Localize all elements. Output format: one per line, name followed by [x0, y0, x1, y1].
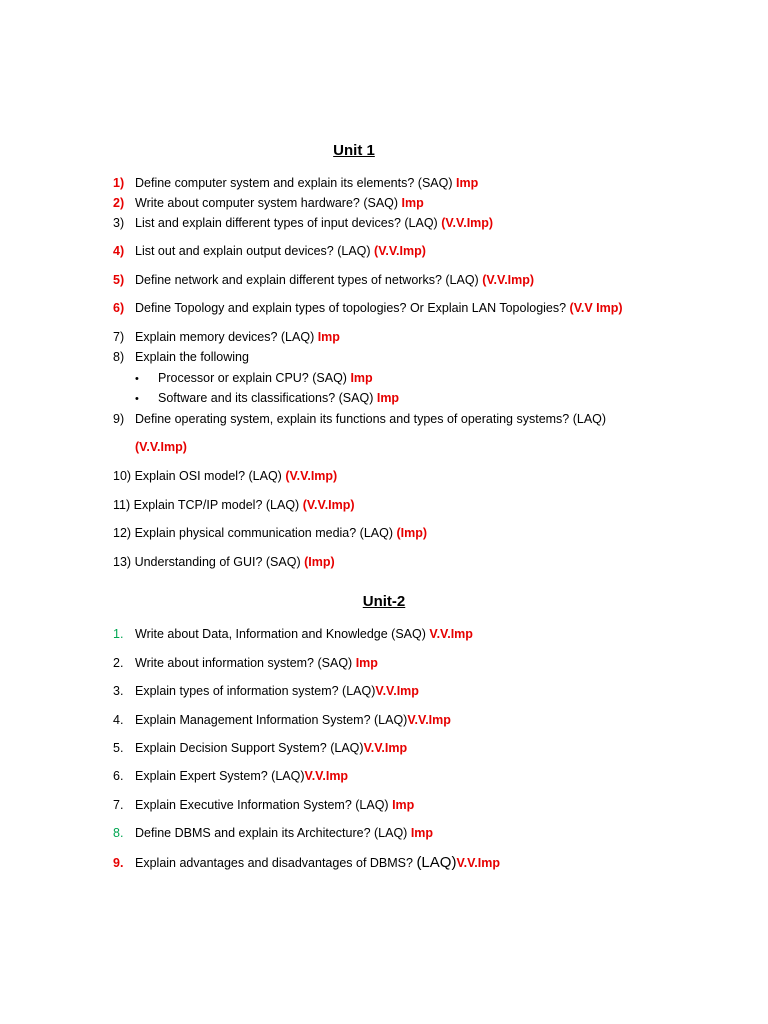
- item-text: Explain Management Information System? (LAQ): [135, 713, 408, 727]
- importance-tag: (V.V.Imp): [302, 498, 355, 512]
- importance-tag: Imp: [401, 196, 424, 210]
- list-item: [113, 329, 340, 345]
- importance-tag: Imp: [376, 391, 400, 405]
- importance-tag: (V.V.Imp): [135, 440, 187, 454]
- item-number: 6.: [113, 769, 124, 783]
- importance-tag: Imp: [392, 798, 415, 812]
- list-item: [113, 626, 473, 642]
- list-item: [113, 411, 606, 427]
- item-number: 5): [113, 273, 125, 287]
- item-text: Explain memory devices? (LAQ): [135, 330, 318, 344]
- list-item: [113, 497, 355, 513]
- item-number: 8.: [113, 826, 124, 840]
- list-item: [113, 195, 424, 211]
- item-number: 7): [113, 330, 125, 344]
- item-text: List and explain different types of input devices? (LAQ): [135, 216, 442, 230]
- list-item: [113, 300, 623, 316]
- list-item: [113, 855, 500, 871]
- item-text: Define Topology and explain types of topologies? Or Explain LAN Topologies?: [135, 301, 570, 315]
- list-item: [113, 175, 478, 191]
- importance-tag: (Imp): [304, 555, 335, 569]
- importance-tag: Imp: [455, 176, 479, 190]
- importance-tag: Imp: [355, 656, 378, 670]
- item-number: 4): [113, 244, 125, 258]
- importance-tag: Imp: [410, 826, 434, 840]
- importance-tag: V.V.Imp: [407, 713, 451, 727]
- list-item-continuation: [135, 439, 187, 455]
- item-number: 5.: [113, 741, 124, 755]
- item-number: 2.: [113, 656, 124, 670]
- item-number: 12): [113, 526, 132, 540]
- item-text: Define network and explain different types of networks? (LAQ): [135, 273, 483, 287]
- item-text: Write about Data, Information and Knowledge (SAQ): [135, 627, 430, 641]
- item-number: 1): [113, 176, 125, 190]
- list-item: [113, 243, 426, 259]
- item-text: Define DBMS and explain its Architecture? (LAQ): [135, 826, 411, 840]
- sub-list-item: [135, 390, 399, 407]
- item-text: Explain types of information system? (LAQ): [135, 684, 376, 698]
- bullet-icon: •: [135, 393, 139, 405]
- item-number: 10): [113, 469, 132, 483]
- item-number: 3.: [113, 684, 124, 698]
- list-item: [113, 525, 427, 541]
- item-text: Understanding of GUI? (SAQ): [134, 555, 305, 569]
- laq-label: (LAQ): [416, 854, 457, 871]
- item-text: Explain OSI model? (LAQ): [134, 469, 286, 483]
- list-item: [113, 712, 451, 728]
- importance-tag: V.V.Imp: [456, 856, 501, 870]
- item-number: 1.: [113, 627, 124, 641]
- list-item: [113, 468, 337, 484]
- importance-tag: V.V.Imp: [363, 741, 408, 755]
- item-number: 6): [113, 301, 125, 315]
- item-text: List out and explain output devices? (LAQ): [135, 244, 375, 258]
- importance-tag: (V.V.Imp): [374, 244, 426, 258]
- importance-tag: (V.V.Imp): [482, 273, 535, 287]
- sub-list-item: [135, 370, 373, 387]
- item-text: Explain the following: [135, 350, 249, 364]
- importance-tag: (V.V Imp): [569, 301, 623, 315]
- item-text: Explain Executive Information System? (LAQ): [135, 798, 393, 812]
- unit-2-heading: Unit-2: [362, 593, 406, 610]
- item-number: 13): [113, 555, 132, 569]
- item-number: 7.: [113, 798, 124, 812]
- list-item: [113, 554, 335, 570]
- list-item: [113, 683, 419, 699]
- item-text: Write about information system? (SAQ): [135, 656, 356, 670]
- importance-tag: Imp: [317, 330, 340, 344]
- list-item: [113, 797, 414, 813]
- importance-tag: (Imp): [396, 526, 428, 540]
- list-item: [113, 740, 407, 756]
- bullet-icon: •: [135, 373, 139, 385]
- unit-1-heading: Unit 1: [333, 142, 375, 159]
- list-item: [113, 272, 534, 288]
- importance-tag: (V.V.Imp): [441, 216, 494, 230]
- item-number: 2): [113, 196, 125, 210]
- item-text: Processor or explain CPU? (SAQ): [158, 371, 351, 385]
- item-number: 4.: [113, 713, 124, 727]
- item-text: Define operating system, explain its functions and types of operating systems? (LAQ): [135, 412, 607, 426]
- item-text: Explain physical communication media? (LAQ): [134, 526, 397, 540]
- importance-tag: V.V.Imp: [375, 684, 419, 698]
- list-item: [113, 768, 348, 784]
- list-item: [113, 215, 493, 231]
- item-text: Define computer system and explain its elements? (SAQ): [135, 176, 456, 190]
- list-item: [113, 655, 378, 671]
- item-number: 9): [113, 412, 125, 426]
- item-text: Write about computer system hardware? (SAQ): [135, 196, 402, 210]
- item-text: Software and its classifications? (SAQ): [158, 391, 377, 405]
- item-text: Explain TCP/IP model? (LAQ): [133, 498, 303, 512]
- list-item: [113, 825, 433, 841]
- item-number: 3): [113, 216, 125, 230]
- item-number: 11): [113, 498, 131, 512]
- item-number: 9.: [113, 856, 124, 870]
- item-number: 8): [113, 350, 125, 364]
- importance-tag: Imp: [350, 371, 373, 385]
- importance-tag: (V.V.Imp): [285, 469, 338, 483]
- list-item: [113, 349, 249, 365]
- importance-tag: V.V.Imp: [304, 769, 349, 783]
- item-text: Explain Decision Support System? (LAQ): [135, 741, 364, 755]
- item-text: Explain Expert System? (LAQ): [135, 769, 305, 783]
- importance-tag: V.V.Imp: [429, 627, 473, 641]
- item-text: Explain advantages and disadvantages of DBMS?: [135, 856, 417, 870]
